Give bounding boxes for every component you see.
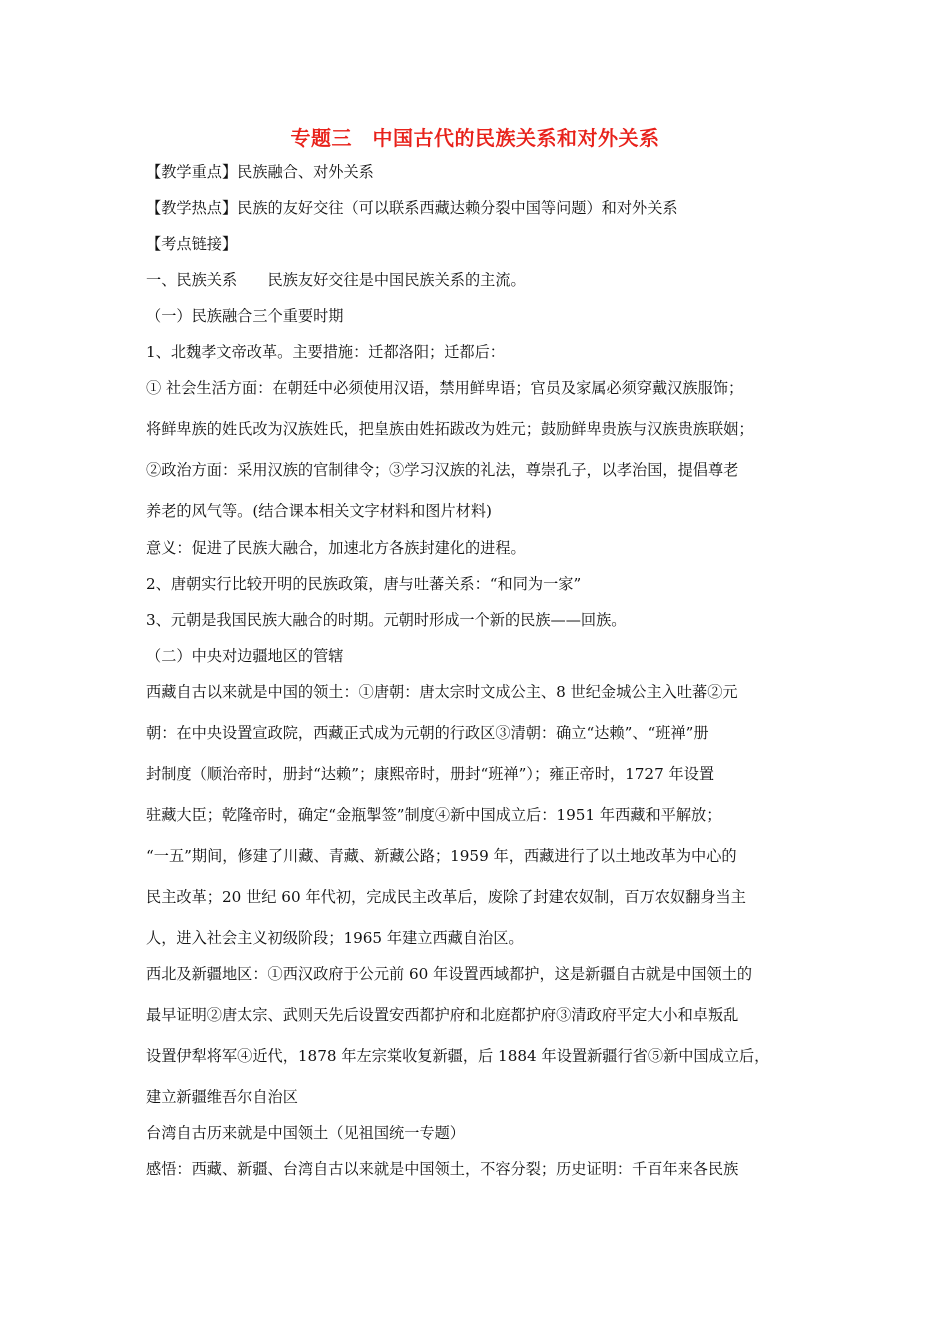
text-line: 民主改革；20 世纪 60 年代初，完成民主改革后，废除了封建农奴制，百万农奴翻身当主 <box>146 888 746 906</box>
text-line: 养老的风气等。(结合课本相关文字材料和图片材料) <box>146 502 492 520</box>
text-line: （二）中央对边疆地区的管辖 <box>146 647 344 665</box>
text-line: 设置伊犁将军④近代，1878 年左宗棠收复新疆，后 1884 年设置新疆行省⑤新中国成立后， <box>146 1047 770 1065</box>
text-line: 西藏自古以来就是中国的领土：①唐朝：唐太宗时文成公主、8 世纪金城公主入吐蕃②元 <box>146 683 738 701</box>
text-line: 1、北魏孝文帝改革。主要措施：迁都洛阳；迁都后： <box>146 343 505 361</box>
text-line: 人，进入社会主义初级阶段；1965 年建立西藏自治区。 <box>146 929 524 947</box>
text-line: 【教学重点】民族融合、对外关系 <box>146 163 374 181</box>
text-line: 封制度（顺治帝时，册封“达赖”；康熙帝时，册封“班禅”）；雍正帝时，1727 年设置 <box>146 765 715 783</box>
text-line: 【教学热点】民族的友好交往（可以联系西藏达赖分裂中国等问题）和对外关系 <box>146 199 678 217</box>
text-line: “一五”期间，修建了川藏、青藏、新藏公路；1959 年，西藏进行了以土地改革为中心的 <box>146 847 737 865</box>
text-line: 【考点链接】 <box>146 235 238 253</box>
text-line: 感悟：西藏、新疆、台湾自古以来就是中国领土，不容分裂；历史证明：千百年来各民族 <box>146 1160 739 1178</box>
text-line: 西北及新疆地区：①西汉政府于公元前 60 年设置西域都护，这是新疆自古就是中国领土的 <box>146 965 753 983</box>
text-line: 3、元朝是我国民族大融合的时期。元朝时形成一个新的民族——回族。 <box>146 611 627 629</box>
text-line: ②政治方面：采用汉族的官制律令；③学习汉族的礼法，尊崇孔子，以孝治国，提倡尊老 <box>146 461 739 479</box>
text-line: ① 社会生活方面：在朝廷中必须使用汉语，禁用鲜卑语；官员及家属必须穿戴汉族服饰； <box>146 379 744 397</box>
text-line: 驻藏大臣；乾隆帝时，确定“金瓶掣签”制度④新中国成立后：1951 年西藏和平解放； <box>146 806 722 824</box>
text-line: 将鲜卑族的姓氏改为汉族姓氏，把皇族由姓拓跋改为姓元；鼓励鲜卑贵族与汉族贵族联姻； <box>146 420 754 438</box>
text-line: 2、唐朝实行比较开明的民族政策，唐与吐蕃关系：“和同为一家” <box>146 575 582 593</box>
page-title: 专题三 中国古代的民族关系和对外关系 <box>290 126 660 150</box>
text-line: （一）民族融合三个重要时期 <box>146 307 344 325</box>
text-line: 朝：在中央设置宣政院，西藏正式成为元朝的行政区③清朝：确立“达赖”、“班禅”册 <box>146 724 709 742</box>
text-line: 台湾自古历来就是中国领土（见祖国统一专题） <box>146 1124 465 1142</box>
text-line: 意义：促进了民族大融合，加速北方各族封建化的进程。 <box>146 539 526 557</box>
text-line: 建立新疆维吾尔自治区 <box>146 1088 298 1106</box>
text-line: 最早证明②唐太宗、武则天先后设置安西都护府和北庭都护府③清政府平定大小和卓叛乱 <box>146 1006 739 1024</box>
text-line: 一、民族关系 民族友好交往是中国民族关系的主流。 <box>146 271 526 289</box>
